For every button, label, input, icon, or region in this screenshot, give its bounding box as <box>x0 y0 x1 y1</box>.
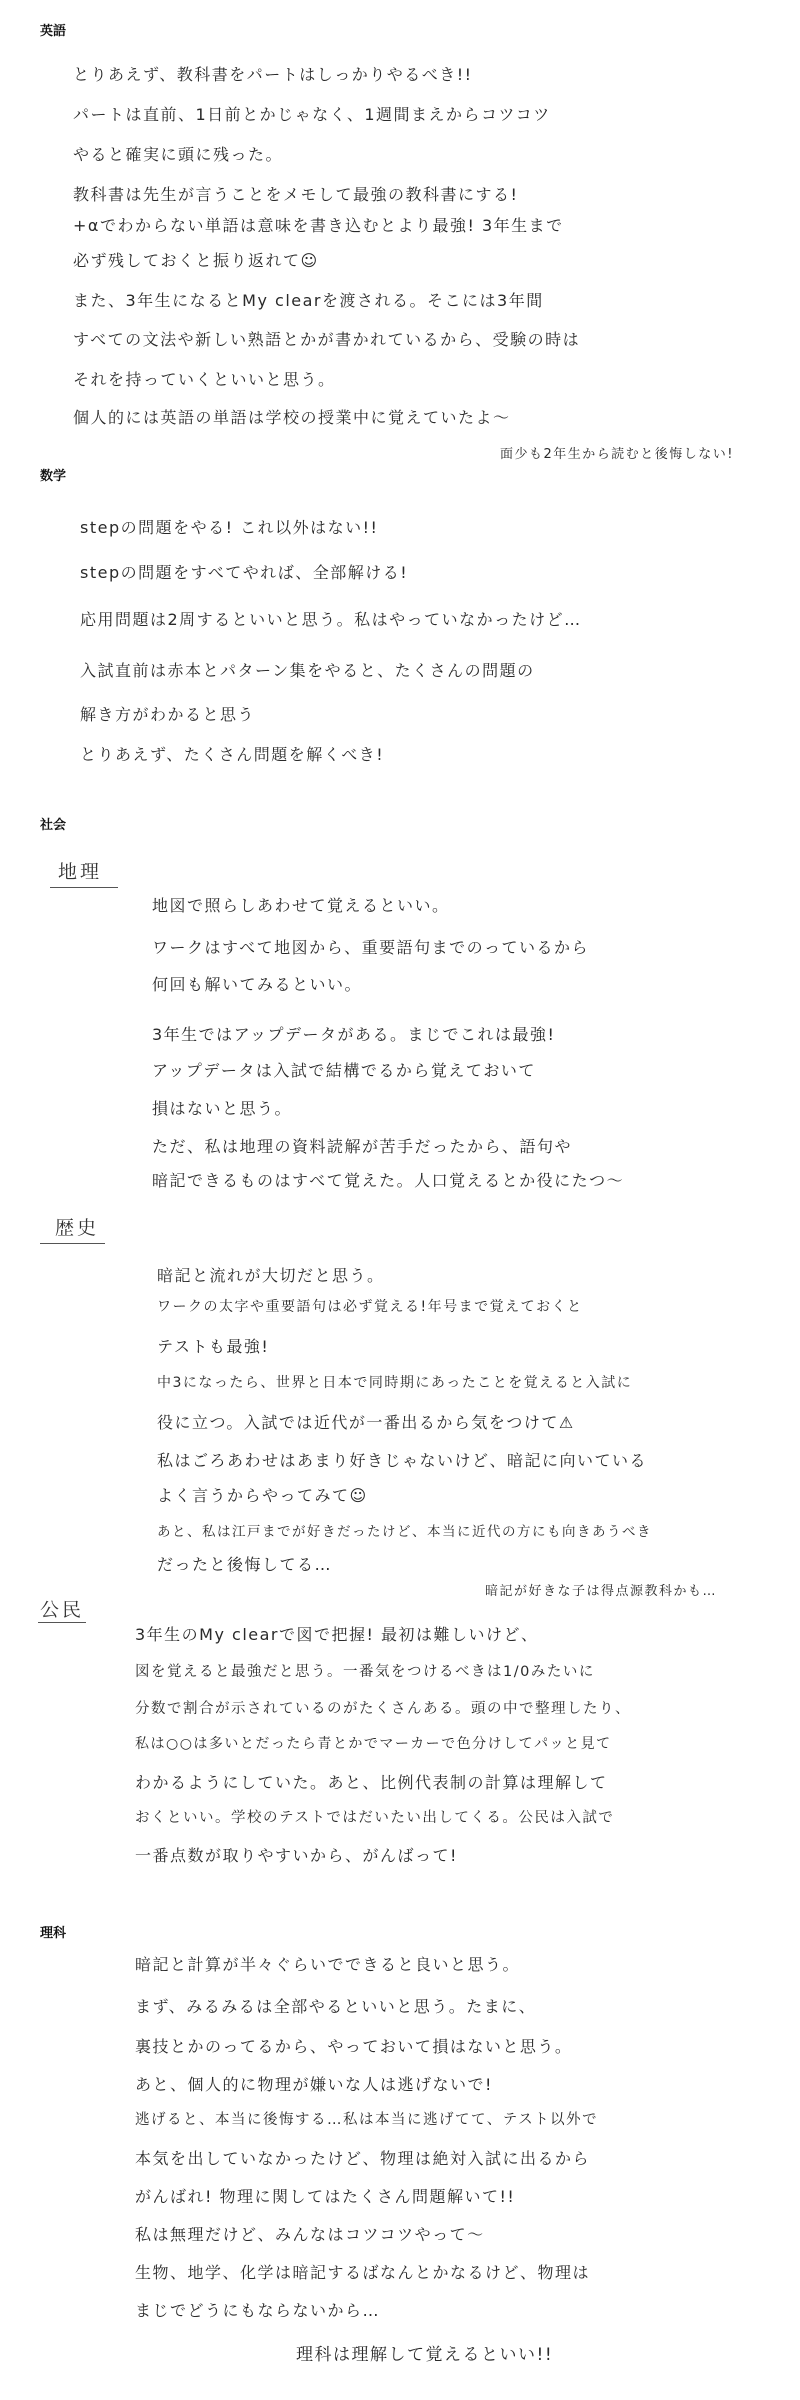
note-line: stepの問題をすべてやれば、全部解ける! <box>80 563 409 582</box>
note-line: 暗記できるものはすべて覚えた。人口覚えるとか役にたつ〜 <box>152 1171 625 1190</box>
note-line: ただ、私は地理の資料読解が苦手だったから、語句や <box>152 1137 573 1156</box>
note-line: 損はないと思う。 <box>152 1099 293 1118</box>
note-line: とりあえず、たくさん問題を解くべき! <box>80 745 385 764</box>
note-line: 3年生ではアップデータがある。まじでこれは最強! <box>152 1025 556 1044</box>
note-line: まず、みるみるは全部やるといいと思う。たまに、 <box>135 1997 537 2016</box>
note-line: 役に立つ。入試では近代が一番出るから気をつけて⚠ <box>157 1413 575 1432</box>
note-line: テストも最強! <box>157 1337 270 1356</box>
history-side-note: 暗記が好きな子は得点源教科かも… <box>485 1584 718 1599</box>
subheading-underline <box>50 887 118 888</box>
note-line: がんばれ! 物理に関してはたくさん問題解いて!! <box>135 2187 516 2206</box>
note-line: 解き方がわかると思う <box>80 705 256 724</box>
note-line: 私はごろあわせはあまり好きじゃないけど、暗記に向いている <box>157 1451 648 1470</box>
note-line: おくといい。学校のテストではだいたい出してくる。公民は入試で <box>135 1810 615 1826</box>
note-line: だったと後悔してる… <box>157 1555 333 1574</box>
note-line: 入試直前は赤本とパターン集をやると、たくさんの問題の <box>80 661 535 680</box>
subheading-history: 歴史 <box>55 1217 100 1239</box>
note-line: ワークはすべて地図から、重要語句までのっているから <box>152 938 590 957</box>
note-line: 生物、地学、化学は暗記するばなんとかなるけど、物理は <box>135 2263 591 2282</box>
note-line: 何回も解いてみるといい。 <box>152 975 363 994</box>
note-line: 本気を出していなかったけど、物理は絶対入試に出るから <box>135 2149 591 2168</box>
note-line: 裏技とかのってるから、やっておいて損はないと思う。 <box>135 2037 573 2056</box>
note-line: わかるようにしていた。あと、比例代表制の計算は理解して <box>135 1773 608 1792</box>
note-line: 図を覚えると最強だと思う。一番気をつけるべきは1/0みたいに <box>135 1664 595 1680</box>
note-line: アップデータは入試で結構でるから覚えておいて <box>152 1061 536 1080</box>
section-heading-science: 理科 <box>40 1926 67 1941</box>
note-line: よく言うからやってみて☺ <box>157 1486 368 1505</box>
note-line: 暗記と流れが大切だと思う。 <box>157 1266 385 1285</box>
note-line: あと、私は江戸までが好きだったけど、本当に近代の方にも向きあうべき <box>157 1524 652 1540</box>
section-heading-english: 英語 <box>40 24 67 39</box>
note-line: 私は無理だけど、みんなはコツコツやって〜 <box>135 2225 485 2244</box>
note-line: ワークの太字や重要語句は必ず覚える!年号まで覚えておくと <box>157 1299 583 1315</box>
note-line: +αでわからない単語は意味を書き込むとより最強! 3年生まで <box>73 216 564 235</box>
note-line: 教科書は先生が言うことをメモして最強の教科書にする! <box>73 185 519 204</box>
note-line: 一番点数が取りやすいから、がんばって! <box>135 1846 458 1865</box>
science-closing-note: 理科は理解して覚えるといい!! <box>296 2345 554 2365</box>
note-line: パートは直前、1日前とかじゃなく、1週間まえからコツコツ <box>73 105 551 124</box>
note-line: それを持っていくといいと思う。 <box>73 370 336 389</box>
note-line: やると確実に頭に残った。 <box>73 145 284 164</box>
subheading-underline <box>38 1622 86 1623</box>
note-line: 暗記と計算が半々ぐらいでできると良いと思う。 <box>135 1955 521 1974</box>
subheading-civics: 公民 <box>40 1599 85 1621</box>
note-line: 分数で割合が示されているのがたくさんある。頭の中で整理したり、 <box>135 1701 631 1717</box>
note-line: 3年生のMy clearで図で把握! 最初は難しいけど、 <box>135 1625 539 1644</box>
note-line: 個人的には英語の単語は学校の授業中に覚えていたよ〜 <box>73 408 511 427</box>
note-line: 必ず残しておくと振り返れて☺ <box>73 251 319 270</box>
note-line: stepの問題をやる! これ以外はない!! <box>80 518 379 537</box>
note-line: 地図で照らしあわせて覚えるといい。 <box>152 896 450 915</box>
note-line: 逃げると、本当に後悔する…私は本当に逃げてて、テスト以外で <box>135 2112 599 2128</box>
note-line: すべての文法や新しい熟語とかが書かれているから、受験の時は <box>73 330 581 349</box>
note-line: また、3年生になるとMy clearを渡される。そこには3年間 <box>73 291 544 310</box>
note-line: あと、個人的に物理が嫌いな人は逃げないで! <box>135 2075 493 2094</box>
section-heading-social: 社会 <box>40 818 67 833</box>
english-side-note: 面少も2年生から読むと後悔しない! <box>500 447 734 462</box>
note-line: 私は○○は多いとだったら青とかでマーカーで色分けしてパッと見て <box>135 1736 612 1752</box>
note-line: とりあえず、教科書をパートはしっかりやるべき!! <box>73 65 473 84</box>
subheading-underline <box>40 1243 105 1244</box>
section-heading-math: 数学 <box>40 469 67 484</box>
note-line: 応用問題は2周するといいと思う。私はやっていなかったけど… <box>80 610 582 629</box>
note-line: 中3になったら、世界と日本で同時期にあったことを覚えると入試に <box>157 1375 633 1391</box>
note-line: まじでどうにもならないから… <box>135 2301 381 2320</box>
subheading-geography: 地理 <box>58 861 103 883</box>
